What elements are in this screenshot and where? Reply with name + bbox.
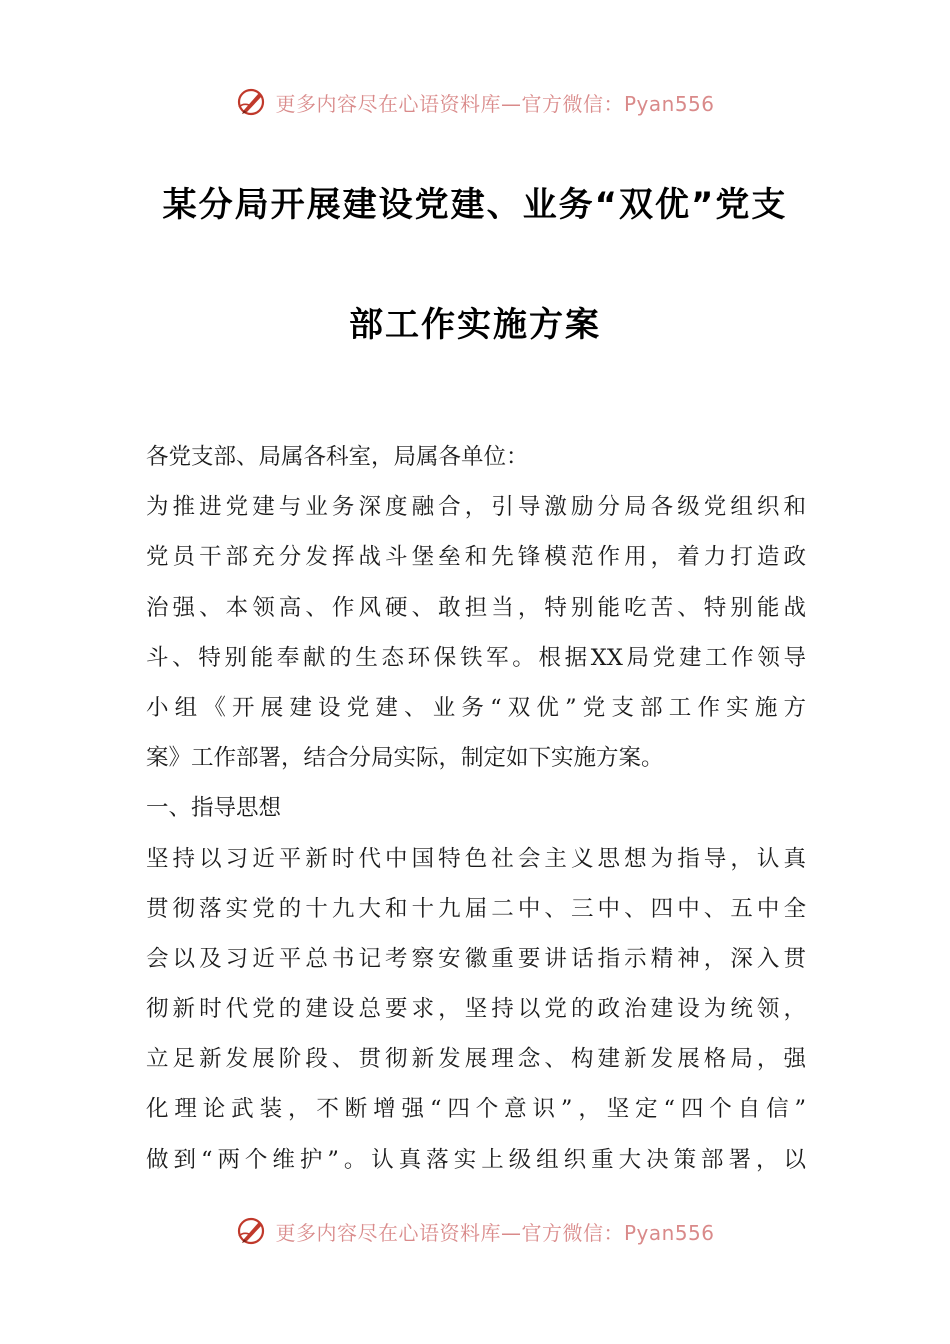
paragraph-line: 治强、本领高、作风硬、敢担当，特别能吃苦、特别能战 [146, 594, 806, 621]
paragraph-line: 为推进党建与业务深度融合，引导激励分局各级党组织和 [146, 494, 806, 521]
watermark-header [0, 82, 950, 122]
paragraph-line: 斗、特别能奉献的生态环保铁军。根据XX局党建工作领导 [146, 644, 806, 671]
document-title-line-1: 某分局开展建设党建、业务“双优”党支 [162, 185, 788, 225]
paragraph-line: 贯彻落实党的十九大和十九届二中、三中、四中、五中全 [146, 895, 806, 922]
paragraph-line: 彻新时代党的建设总要求，坚持以党的政治建设为统领， [146, 996, 806, 1023]
paragraph-line: 化理论武装，不断增强“四个意识”，坚定“四个自信” [146, 1096, 806, 1123]
paragraph-line: 立足新发展阶段、贯彻新发展理念、构建新发展格局，强 [146, 1046, 806, 1073]
paragraph-line: 案》工作部署，结合分局实际，制定如下实施方案。 [146, 745, 664, 772]
paragraph-line: 坚持以习近平新时代中国特色社会主义思想为指导，认真 [146, 845, 806, 872]
pen-logo-icon [235, 85, 269, 119]
paragraph-line: 做到“两个维护”。认真落实上级组织重大决策部署，以 [146, 1146, 806, 1173]
section-heading: 一、指导思想 [146, 795, 282, 822]
watermark-footer [0, 1211, 950, 1251]
watermark-text: 更多内容尽在心语资料库—官方微信：Pyan556 [275, 1220, 715, 1245]
watermark-text: 更多内容尽在心语资料库—官方微信：Pyan556 [275, 91, 715, 116]
paragraph-line: 小组《开展建设党建、业务“双优”党支部工作实施方 [146, 694, 806, 721]
document-body [146, 432, 806, 1185]
paragraph-line: 党员干部充分发挥战斗堡垒和先锋模范作用，着力打造政 [146, 544, 806, 571]
salutation: 各党支部、局属各科室，局属各单位： [146, 444, 529, 470]
paragraph-line: 会以及习近平总书记考察安徽重要讲话指示精神，深入贯 [146, 945, 806, 972]
pen-logo-icon [235, 1214, 269, 1248]
document-title-line-2: 部工作实施方案 [349, 305, 601, 345]
